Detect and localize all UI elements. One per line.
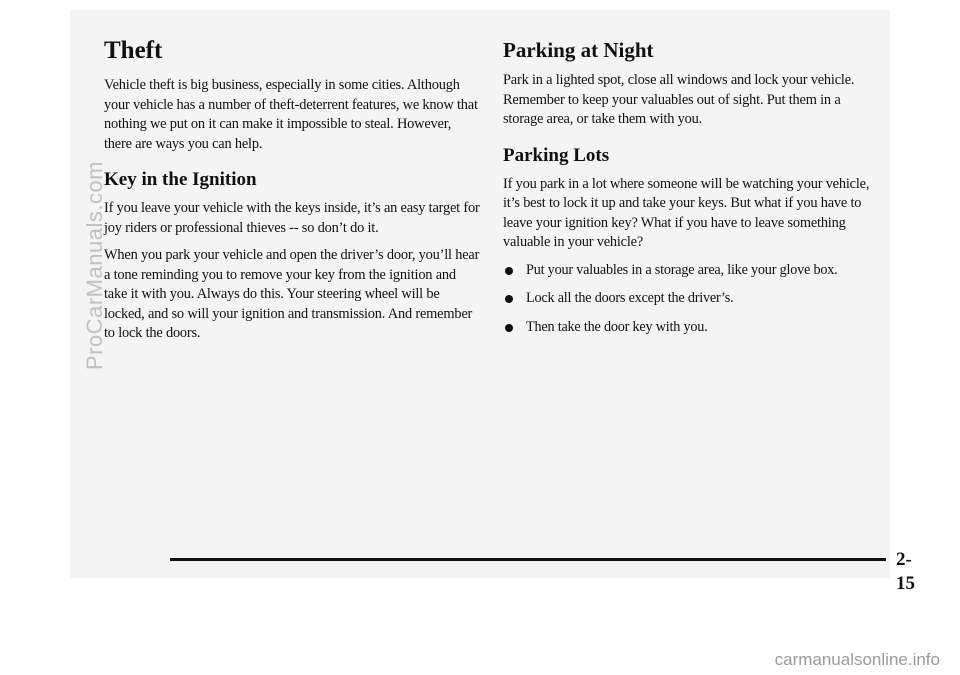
footer-rule [170, 558, 886, 561]
key-in-ignition-paragraph-2: When you park your vehicle and open the driver’s door, you’ll hear a tone reminding you to remove your key from the ignition and take it with you. Always do this. Your steering wheel will be locked, and so will your ignition and transmission. And remember to lock the doors. [104, 247, 480, 341]
page-number: 2-15 [896, 549, 915, 594]
parking-lots-section [503, 144, 875, 338]
parking-at-night-paragraph: Park in a lighted spot, close all windows and lock your vehicle. Remember to keep your valuables out of sight. Put them in a storage area, or take them with you. [503, 72, 855, 127]
key-in-ignition-heading: Key in the Ignition [104, 169, 257, 190]
right-column [503, 36, 875, 346]
theft-section [104, 36, 482, 154]
bullet-item: Put your valuables in a storage area, like your glove box. [503, 261, 875, 281]
key-in-ignition-section [104, 168, 482, 344]
parking-at-night-heading: Parking at Night [503, 38, 654, 62]
parking-lots-paragraph: If you park in a lot where someone will be watching your vehicle, it’s best to lock it up and take your keys. But what if you have to leave your ignition key? What if you have to leave something valuable in your vehicle? [503, 175, 870, 250]
theft-paragraph: Vehicle theft is big business, especially in some cities. Although your vehicle has a number of theft-deterrent features, we know that nothing we put on it can make it impossible to steal. However, there are ways you can help. [104, 77, 478, 152]
left-column [104, 36, 482, 352]
parking-lots-heading: Parking Lots [503, 144, 610, 166]
bullet-item: Then take the door key with you. [503, 318, 875, 338]
key-in-ignition-paragraph-1: If you leave your vehicle with the keys inside, it’s an easy target for joy riders or professional thieves -- so don’t do it. [104, 200, 480, 236]
footer-site-link[interactable]: carmanualsonline.info [774, 650, 940, 669]
watermark-text: ProCarManuals.com [82, 160, 107, 370]
parking-at-night-section [503, 36, 875, 130]
bullet-item: Lock all the doors except the driver’s. [503, 289, 875, 309]
theft-heading: Theft [104, 37, 163, 64]
parking-lots-bullet-list [503, 261, 875, 338]
manual-page [70, 10, 915, 594]
